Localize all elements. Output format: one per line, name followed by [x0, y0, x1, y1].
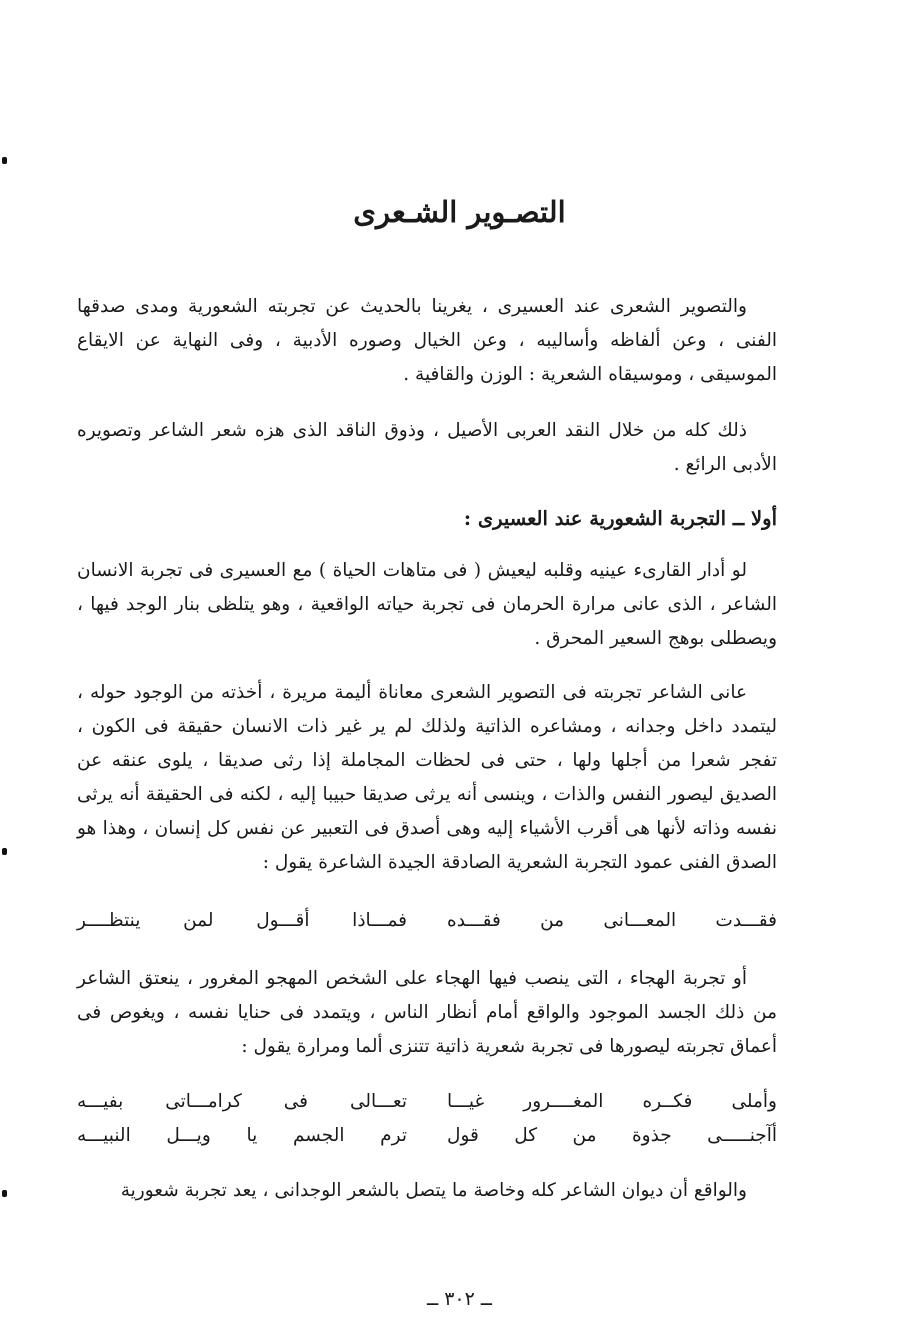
verse-second-hemistich: تعـــالى فى كرامـــاتى بفيـــه: [77, 1091, 407, 1112]
section-heading: أولا ــ التجربة الشعورية عند العسيرى :: [463, 507, 777, 530]
paragraph-text: عانى الشاعر تجربته فى التصوير الشعرى معاناة أليمة مريرة ، أخذته من الوجود حوله ، ليتمدد داخل وجدانه ، ومشاعره الذاتية ولذلك لم ير غير ذات الانسان حقيقة فى الكون ، تفجر شعرا من أجلها ولها ، حتى فى لحظات المجاملة إذا رثى صديقا ، يلوى عنقه عن الصديق ليصور النفس والذات ، وينسى أنه يرثى صديقا حبيبا إليه ، لكنه فى الحقيقة أنه يرثى نفسه وذاته لأنها هى أقرب الأشياء إليه وهى أصدق فى التعبير عن نفس كل إنسان ، وهذا هو الصدق الفنى عمود التجربة الشعرية الصادقة الجيدة الشاعرة يقول :: [77, 682, 777, 873]
paragraph-criticism: [77, 414, 777, 482]
paragraph-text: ذلك كله من خلال النقد العربى الأصيل ، وذوق الناقد الذى هزه شعر الشاعر وتصويره الأدبى الرائع .: [77, 420, 777, 475]
paragraph-satire: [77, 962, 777, 1064]
scan-margin-mark: [2, 848, 7, 855]
paragraph-text: والواقع أن ديوان الشاعر كله وخاصة ما يتصل بالشعر الوجدانى ، يعد تجربة شعورية: [120, 1180, 747, 1201]
poem-verse: [77, 1125, 777, 1157]
poem-verse: [77, 1091, 777, 1123]
paragraph-suffering: [77, 676, 777, 880]
page-title: التصـوير الشـعرى: [353, 195, 566, 229]
poem-verse: [77, 910, 777, 942]
verse-first-hemistich: وأملى فكــره المغــــرور غيـــا: [447, 1091, 777, 1112]
scan-margin-mark: [2, 157, 7, 164]
paragraph-text: لو أدار القارىء عينيه وقلبه ليعيش ( فى متاهات الحياة ) مع العسيرى فى تجربة الانسان الشاعر ، الذى عانى مرارة الحرمان فى تجربة حياته الواقعية ، وهو يتلظى بنار الوجد فيها ، ويصطلى بوهج السعير المحرق .: [77, 560, 777, 649]
verse-first-hemistich: أآجنـــــى جذوة من كل قول: [447, 1125, 777, 1146]
scan-margin-mark: [2, 1190, 7, 1197]
paragraph-text: أو تجربة الهجاء ، التى ينصب فيها الهجاء على الشخص المهجو المغرور ، ينعتق الشاعر من ذلك الجسد الموجود والواقع أمام أنظار الناس ، ويتمدد فى حنايا نفسه ، ويغوص فى أعماق تجربته ليصورها فى تجربة شعرية ذاتية تتنزى ألما ومرارة يقول :: [77, 968, 777, 1057]
paragraph-experience: [77, 554, 777, 656]
verse-first-hemistich: فقـــدت المعـــانى من فقـــده: [447, 910, 777, 931]
paragraph-diwan: [77, 1174, 777, 1208]
paragraph-intro: [77, 290, 777, 392]
verse-second-hemistich: ترم الجسم يا ويـــل النبيـــه: [77, 1125, 407, 1146]
paragraph-text: والتصوير الشعرى عند العسيرى ، يغرينا بالحديث عن تجربته الشعورية ومدى صدقها الفنى ، وعن ألفاظه وأساليبه ، وعن الخيال وصوره الأدبية ، وفى النهاية عن الايقاع الموسيقى ، وموسيقاه الشعرية : الوزن والقافية .: [77, 296, 777, 385]
page-number: ــ ٣٠٢ ــ: [427, 1288, 492, 1310]
verse-second-hemistich: فمـــاذا أقـــول لمن ينتظــــر: [77, 910, 407, 931]
